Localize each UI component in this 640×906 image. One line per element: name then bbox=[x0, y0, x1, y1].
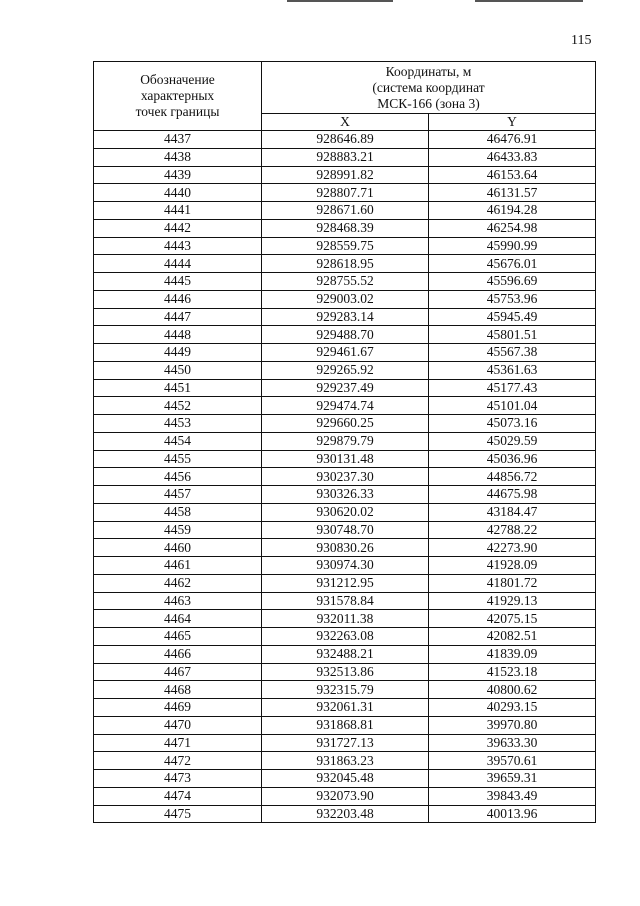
point-id-cell: 4464 bbox=[94, 610, 262, 628]
y-coordinate-cell: 40800.62 bbox=[429, 681, 596, 699]
x-coordinate-cell: 929474.74 bbox=[262, 397, 429, 415]
table-row bbox=[94, 734, 596, 752]
table-row bbox=[94, 716, 596, 734]
table-row bbox=[94, 521, 596, 539]
point-id-cell: 4437 bbox=[94, 131, 262, 149]
x-coordinate-cell: 930131.48 bbox=[262, 450, 429, 468]
table-row bbox=[94, 273, 596, 291]
x-coordinate-cell: 932073.90 bbox=[262, 787, 429, 805]
x-coordinate-cell: 932315.79 bbox=[262, 681, 429, 699]
y-coordinate-cell: 45029.59 bbox=[429, 432, 596, 450]
point-id-cell: 4442 bbox=[94, 219, 262, 237]
x-coordinate-cell: 929660.25 bbox=[262, 415, 429, 433]
y-coordinate-cell: 46194.28 bbox=[429, 202, 596, 220]
y-coordinate-cell: 46153.64 bbox=[429, 166, 596, 184]
point-id-cell: 4457 bbox=[94, 486, 262, 504]
point-id-cell: 4441 bbox=[94, 202, 262, 220]
y-column-header: Y bbox=[429, 114, 596, 131]
y-coordinate-cell: 42075.15 bbox=[429, 610, 596, 628]
table-row bbox=[94, 131, 596, 149]
point-id-cell: 4468 bbox=[94, 681, 262, 699]
point-id-cell: 4458 bbox=[94, 503, 262, 521]
table-row bbox=[94, 468, 596, 486]
table-row bbox=[94, 432, 596, 450]
table-row bbox=[94, 415, 596, 433]
table-row bbox=[94, 379, 596, 397]
table-row bbox=[94, 202, 596, 220]
point-id-cell: 4471 bbox=[94, 734, 262, 752]
table-row bbox=[94, 326, 596, 344]
point-id-cell: 4462 bbox=[94, 574, 262, 592]
y-coordinate-cell: 45101.04 bbox=[429, 397, 596, 415]
coords-header-line-1: Координаты, м bbox=[385, 63, 472, 79]
table-row bbox=[94, 645, 596, 663]
y-coordinate-cell: 41928.09 bbox=[429, 557, 596, 575]
point-id-cell: 4447 bbox=[94, 308, 262, 326]
x-column-header: X bbox=[262, 114, 429, 131]
point-id-cell: 4439 bbox=[94, 166, 262, 184]
point-id-cell: 4446 bbox=[94, 290, 262, 308]
point-id-cell: 4475 bbox=[94, 805, 262, 823]
x-coordinate-cell: 931727.13 bbox=[262, 734, 429, 752]
y-coordinate-cell: 46433.83 bbox=[429, 148, 596, 166]
x-coordinate-cell: 932203.48 bbox=[262, 805, 429, 823]
x-coordinate-cell: 930326.33 bbox=[262, 486, 429, 504]
table-row bbox=[94, 539, 596, 557]
point-id-cell: 4443 bbox=[94, 237, 262, 255]
y-coordinate-cell: 39633.30 bbox=[429, 734, 596, 752]
x-coordinate-cell: 928883.21 bbox=[262, 148, 429, 166]
table-row bbox=[94, 557, 596, 575]
y-coordinate-cell: 40293.15 bbox=[429, 699, 596, 717]
x-coordinate-cell: 930830.26 bbox=[262, 539, 429, 557]
x-coordinate-cell: 931863.23 bbox=[262, 752, 429, 770]
x-coordinate-cell: 928807.71 bbox=[262, 184, 429, 202]
x-coordinate-cell: 928991.82 bbox=[262, 166, 429, 184]
point-id-cell: 4465 bbox=[94, 628, 262, 646]
table-row bbox=[94, 752, 596, 770]
point-id-cell: 4459 bbox=[94, 521, 262, 539]
point-id-cell: 4453 bbox=[94, 415, 262, 433]
y-coordinate-cell: 42273.90 bbox=[429, 539, 596, 557]
x-coordinate-cell: 930974.30 bbox=[262, 557, 429, 575]
x-coordinate-cell: 930620.02 bbox=[262, 503, 429, 521]
y-coordinate-cell: 41801.72 bbox=[429, 574, 596, 592]
y-coordinate-cell: 45801.51 bbox=[429, 326, 596, 344]
point-id-cell: 4461 bbox=[94, 557, 262, 575]
table-row bbox=[94, 450, 596, 468]
point-designation-header bbox=[94, 62, 262, 131]
x-coordinate-cell: 929488.70 bbox=[262, 326, 429, 344]
y-coordinate-cell: 45990.99 bbox=[429, 237, 596, 255]
x-coordinate-cell: 931212.95 bbox=[262, 574, 429, 592]
x-coordinate-cell: 930748.70 bbox=[262, 521, 429, 539]
y-coordinate-cell: 45036.96 bbox=[429, 450, 596, 468]
y-coordinate-cell: 46131.57 bbox=[429, 184, 596, 202]
y-coordinate-cell: 45177.43 bbox=[429, 379, 596, 397]
point-header-line-2: характерных bbox=[140, 88, 215, 103]
page-number: 115 bbox=[571, 33, 592, 48]
table-row bbox=[94, 397, 596, 415]
x-coordinate-cell: 929461.67 bbox=[262, 344, 429, 362]
top-rule-right bbox=[475, 0, 583, 2]
x-coordinate-cell: 931868.81 bbox=[262, 716, 429, 734]
point-id-cell: 4474 bbox=[94, 787, 262, 805]
table-row bbox=[94, 681, 596, 699]
x-coordinate-cell: 932061.31 bbox=[262, 699, 429, 717]
table-row bbox=[94, 219, 596, 237]
table-row bbox=[94, 574, 596, 592]
point-id-cell: 4452 bbox=[94, 397, 262, 415]
point-id-cell: 4451 bbox=[94, 379, 262, 397]
point-id-cell: 4460 bbox=[94, 539, 262, 557]
point-id-cell: 4448 bbox=[94, 326, 262, 344]
y-coordinate-cell: 44856.72 bbox=[429, 468, 596, 486]
y-coordinate-cell: 41929.13 bbox=[429, 592, 596, 610]
table-row bbox=[94, 787, 596, 805]
x-coordinate-cell: 932263.08 bbox=[262, 628, 429, 646]
table-row bbox=[94, 255, 596, 273]
point-id-cell: 4469 bbox=[94, 699, 262, 717]
point-id-cell: 4450 bbox=[94, 361, 262, 379]
x-coordinate-cell: 929879.79 bbox=[262, 432, 429, 450]
y-coordinate-cell: 46254.98 bbox=[429, 219, 596, 237]
table-row bbox=[94, 148, 596, 166]
x-coordinate-cell: 928646.89 bbox=[262, 131, 429, 149]
x-coordinate-cell: 929265.92 bbox=[262, 361, 429, 379]
x-coordinate-cell: 932488.21 bbox=[262, 645, 429, 663]
point-id-cell: 4444 bbox=[94, 255, 262, 273]
table-row bbox=[94, 308, 596, 326]
point-id-cell: 4463 bbox=[94, 592, 262, 610]
y-coordinate-cell: 42082.51 bbox=[429, 628, 596, 646]
y-coordinate-cell: 43184.47 bbox=[429, 503, 596, 521]
x-coordinate-cell: 932045.48 bbox=[262, 770, 429, 788]
coords-header-line-2: (система координат bbox=[372, 79, 485, 95]
x-coordinate-cell: 928671.60 bbox=[262, 202, 429, 220]
point-id-cell: 4456 bbox=[94, 468, 262, 486]
x-coordinate-cell: 932513.86 bbox=[262, 663, 429, 681]
x-coordinate-cell: 932011.38 bbox=[262, 610, 429, 628]
x-coordinate-cell: 928468.39 bbox=[262, 219, 429, 237]
table-row bbox=[94, 361, 596, 379]
x-coordinate-cell: 928755.52 bbox=[262, 273, 429, 291]
table-row bbox=[94, 592, 596, 610]
table-row bbox=[94, 184, 596, 202]
y-coordinate-cell: 40013.96 bbox=[429, 805, 596, 823]
table-row bbox=[94, 663, 596, 681]
table-row bbox=[94, 486, 596, 504]
y-coordinate-cell: 45676.01 bbox=[429, 255, 596, 273]
point-header-line-1: Обозначение bbox=[140, 72, 215, 87]
y-coordinate-cell: 39843.49 bbox=[429, 787, 596, 805]
y-coordinate-cell: 39970.80 bbox=[429, 716, 596, 734]
coordinates-table bbox=[93, 61, 596, 823]
point-id-cell: 4438 bbox=[94, 148, 262, 166]
y-coordinate-cell: 44675.98 bbox=[429, 486, 596, 504]
y-coordinate-cell: 39570.61 bbox=[429, 752, 596, 770]
table-row bbox=[94, 770, 596, 788]
x-coordinate-cell: 928618.95 bbox=[262, 255, 429, 273]
coords-header-line-3: МСК-166 (зона 3) bbox=[377, 95, 480, 111]
y-coordinate-cell: 45073.16 bbox=[429, 415, 596, 433]
y-coordinate-cell: 45361.63 bbox=[429, 361, 596, 379]
y-coordinate-cell: 45753.96 bbox=[429, 290, 596, 308]
table-row bbox=[94, 610, 596, 628]
table-row bbox=[94, 344, 596, 362]
y-coordinate-cell: 41523.18 bbox=[429, 663, 596, 681]
point-header-line-3: точек границы bbox=[135, 104, 220, 119]
y-coordinate-cell: 42788.22 bbox=[429, 521, 596, 539]
top-rule-left bbox=[287, 0, 393, 2]
point-id-cell: 4473 bbox=[94, 770, 262, 788]
x-coordinate-cell: 928559.75 bbox=[262, 237, 429, 255]
y-coordinate-cell: 45945.49 bbox=[429, 308, 596, 326]
point-id-cell: 4449 bbox=[94, 344, 262, 362]
point-id-cell: 4470 bbox=[94, 716, 262, 734]
table-row bbox=[94, 628, 596, 646]
y-coordinate-cell: 39659.31 bbox=[429, 770, 596, 788]
table-row bbox=[94, 166, 596, 184]
table-row bbox=[94, 503, 596, 521]
x-coordinate-cell: 930237.30 bbox=[262, 468, 429, 486]
point-id-cell: 4454 bbox=[94, 432, 262, 450]
point-id-cell: 4455 bbox=[94, 450, 262, 468]
point-id-cell: 4440 bbox=[94, 184, 262, 202]
table-row bbox=[94, 290, 596, 308]
table-row bbox=[94, 805, 596, 823]
point-id-cell: 4445 bbox=[94, 273, 262, 291]
table-row bbox=[94, 699, 596, 717]
point-id-cell: 4472 bbox=[94, 752, 262, 770]
point-id-cell: 4467 bbox=[94, 663, 262, 681]
y-coordinate-cell: 41839.09 bbox=[429, 645, 596, 663]
y-coordinate-cell: 45567.38 bbox=[429, 344, 596, 362]
table-row bbox=[94, 237, 596, 255]
x-coordinate-cell: 929237.49 bbox=[262, 379, 429, 397]
x-coordinate-cell: 929283.14 bbox=[262, 308, 429, 326]
y-coordinate-cell: 46476.91 bbox=[429, 131, 596, 149]
y-coordinate-cell: 45596.69 bbox=[429, 273, 596, 291]
coordinates-header bbox=[262, 62, 596, 114]
x-coordinate-cell: 931578.84 bbox=[262, 592, 429, 610]
x-coordinate-cell: 929003.02 bbox=[262, 290, 429, 308]
point-id-cell: 4466 bbox=[94, 645, 262, 663]
